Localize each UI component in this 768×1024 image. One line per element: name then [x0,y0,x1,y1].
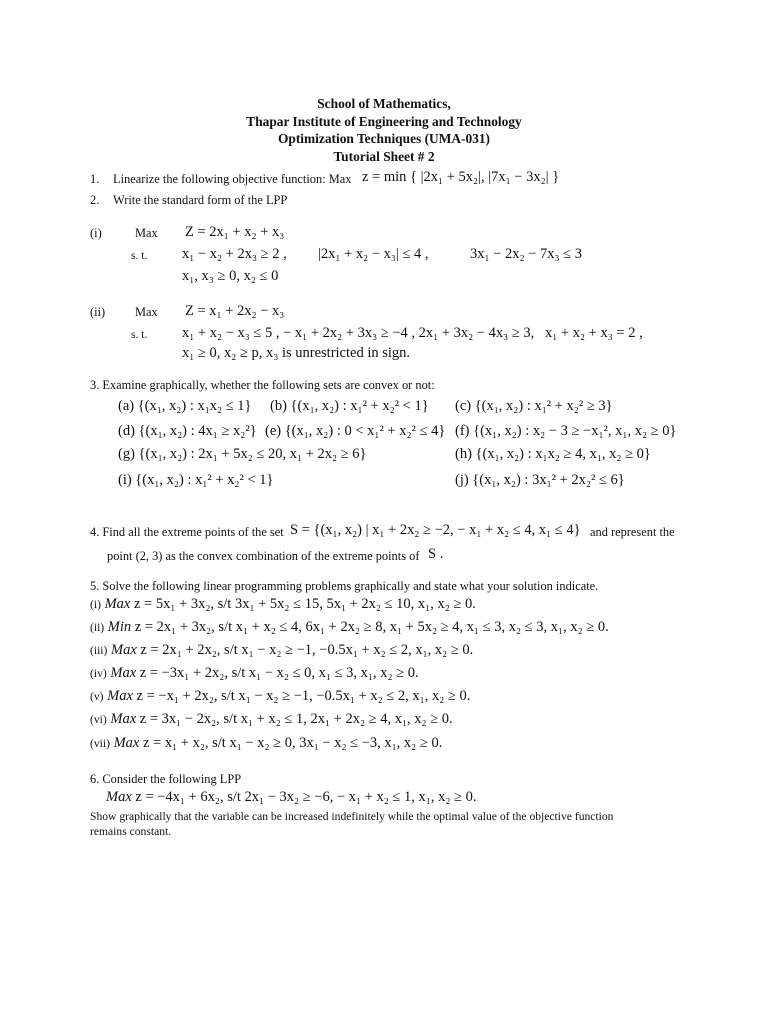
q3-set-h: (h) {(x₁, x₂) : x₁x₂ ≥ 4, x₁, x₂ ≥ 0} [455,446,651,462]
q5-text: 5. Solve the following linear programming problems graphically and state what your solution indicate. [90,579,599,593]
q5-problem-label: (vii) [90,737,110,750]
q5-problem-label: (ii) [90,621,105,634]
q5-problem-label: (v) [90,690,104,703]
course-title: Optimization Techniques (UMA-031) [277,131,491,146]
q6-line4: remains constant. [90,825,172,838]
q5-problem-keyword: Min [107,619,132,635]
q5-problem-keyword: Max [107,688,133,704]
q5-problem-keyword: Max [111,642,137,658]
q3-set-e: (e) {(x₁, x₂) : 0 < x₁² + x₂² ≤ 4} [265,423,446,439]
q2-part-ii-max: Max [135,305,158,319]
q3-set-b: (b) {(x₁, x₂) : x₁² + x₂² < 1} [270,398,429,414]
q2-part-i-objective: Z = 2x₁ + x₂ + x₃ [185,224,285,240]
q5-problem-label: (i) [90,598,101,611]
q5-problem-body: z = −3x₁ + 2x₂, s/t x₁ − x₂ ≤ 0, x₁ ≤ 3, x₁, x₂ ≥ 0. [139,665,419,681]
q2-part-ii-c2: x₁ + x₂ + x₃ = 2 , [545,325,643,341]
q5-problem-body: z = 3x₁ − 2x₂, s/t x₁ + x₂ ≤ 1, 2x₁ + 2x₂ ≥ 4, x₁, x₂ ≥ 0. [139,711,453,727]
q3-set-g: (g) {(x₁, x₂) : 2x₁ + 5x₂ ≤ 20, x₁ + 2x₂ ≥ 6} [118,446,367,462]
q2-part-ii-objective: Z = x₁ + 2x₂ − x₃ [185,303,285,319]
q2-part-i-c1: x₁ − x₂ + 2x₃ ≥ 2 , [182,246,287,262]
q5-problem-body: z = 2x₁ + 3x₂, s/t x₁ + x₂ ≤ 4, 6x₁ + 2x₂ ≥ 8, x₁ + 5x₂ ≥ 4, x₁ ≤ 3, x₂ ≤ 3, x₁, x₂ ≥ 0. [134,619,609,635]
q5-problem-keyword: Max [110,711,137,727]
q2-part-i-c3: 3x₁ − 2x₂ − 7x₃ ≤ 3 [470,246,582,262]
q5-problem-5 [90,688,470,705]
q4-line2: point (2, 3) as the convex combination of the extreme points of [107,549,420,563]
q2-part-i-c2: |2x₁ + x₂ − x₃| ≤ 4 , [318,246,429,262]
q4-suffix: and represent the [590,525,675,539]
q2-part-i-st: s. t. [131,249,148,262]
q5-problem-label: (iii) [90,644,108,657]
q3-set-f: (f) {(x₁, x₂) : x₂ − 3 ≥ −x₁², x₁, x₂ ≥ 0} [455,423,677,439]
q5-problem-body: z = −x₁ + 2x₂, s/t x₁ − x₂ ≥ −1, −0.5x₁ + x₂ ≤ 2, x₁, x₂ ≥ 0. [136,688,471,704]
q3-set-a: (a) {(x₁, x₂) : x₁x₂ ≤ 1} [118,398,252,414]
q2-number: 2. [90,193,100,207]
q5-problem-body: z = 2x₁ + 2x₂, s/t x₁ − x₂ ≥ −1, −0.5x₁ + x₂ ≤ 2, x₁, x₂ ≥ 0. [140,642,474,658]
q5-problem-label: (vi) [90,713,107,726]
school-title: School of Mathematics, [317,96,451,111]
q5-problem-4 [90,665,419,682]
q4-line2-end: S . [428,546,444,562]
q3-set-d: (d) {(x₁, x₂) : 4x₁ ≥ x₂²} [118,423,257,439]
q5-problem-keyword: Max [113,735,140,751]
q6-body: z = −4x₁ + 6x₂, s/t 2x₁ − 3x₂ ≥ −6, − x₁ + x₂ ≤ 1, x₁, x₂ ≥ 0. [135,789,477,805]
q4-prefix: 4. Find all the extreme points of the set [90,525,284,539]
q5-problem-1 [90,596,476,613]
q3-set-j: (j) {(x₁, x₂) : 3x₁² + 2x₂² ≤ 6} [455,472,625,488]
q1-text: Linearize the following objective function: Max [113,172,352,186]
q2-part-ii-c1: x₁ + x₂ − x₃ ≤ 5 , − x₁ + 2x₂ + 3x₃ ≥ −4 , 2x₁ + 3x₂ − 4x₃ ≥ 3, [182,325,535,341]
q1-formula: z = min { |2x₁ + 5x₂|, |7x₁ − 3x₂| } [362,169,560,185]
q5-problem-label: (iv) [90,667,107,680]
q5-problem-6 [90,711,453,728]
q4-set: S = {(x₁, x₂) | x₁ + 2x₂ ≥ −2, − x₁ + x₂ ≤ 4, x₁ ≤ 4} [290,522,581,538]
q5-problem-keyword: Max [104,596,131,612]
q3-set-i: (i) {(x₁, x₂) : x₁² + x₂² < 1} [118,472,274,488]
q6-text: 6. Consider the following LPP [90,772,242,786]
q5-problem-body: z = x₁ + x₂, s/t x₁ − x₂ ≥ 0, 3x₁ − x₂ ≤ −3, x₁, x₂ ≥ 0. [142,735,443,751]
q2-part-ii-c3: x₁ ≥ 0, x₂ ≥ p, x₃ is unrestricted in sign. [182,345,411,361]
q1-number: 1. [90,172,100,186]
q6-line3: Show graphically that the variable can be increased indefinitely while the optimal value of the objective function [90,810,614,823]
q2-text: Write the standard form of the LPP [113,193,288,207]
q5-problem-3 [90,642,473,659]
q5-problem-2 [90,619,609,636]
q2-part-i-max: Max [135,226,158,240]
q5-problem-body: z = 5x₁ + 3x₂, s/t 3x₁ + 5x₂ ≤ 15, 5x₁ + 2x₂ ≤ 10, x₁, x₂ ≥ 0. [133,596,476,612]
q3-text: 3. Examine graphically, whether the following sets are convex or not: [90,378,435,392]
q2-part-i-label: (i) [90,226,102,240]
q2-part-ii-label: (ii) [90,305,106,319]
q3-set-c: (c) {(x₁, x₂) : x₁² + x₂² ≥ 3} [455,398,613,414]
q6-problem [106,789,476,805]
q6-keyword: Max [106,789,132,805]
q2-part-i-c4: x₁, x₃ ≥ 0, x₂ ≤ 0 [182,268,279,284]
q2-part-ii-st: s. t. [131,328,148,341]
institute-title: Thapar Institute of Engineering and Technology [246,114,522,129]
sheet-title: Tutorial Sheet # 2 [333,149,435,164]
q5-problem-keyword: Max [110,665,137,681]
q5-problem-7 [90,735,442,752]
